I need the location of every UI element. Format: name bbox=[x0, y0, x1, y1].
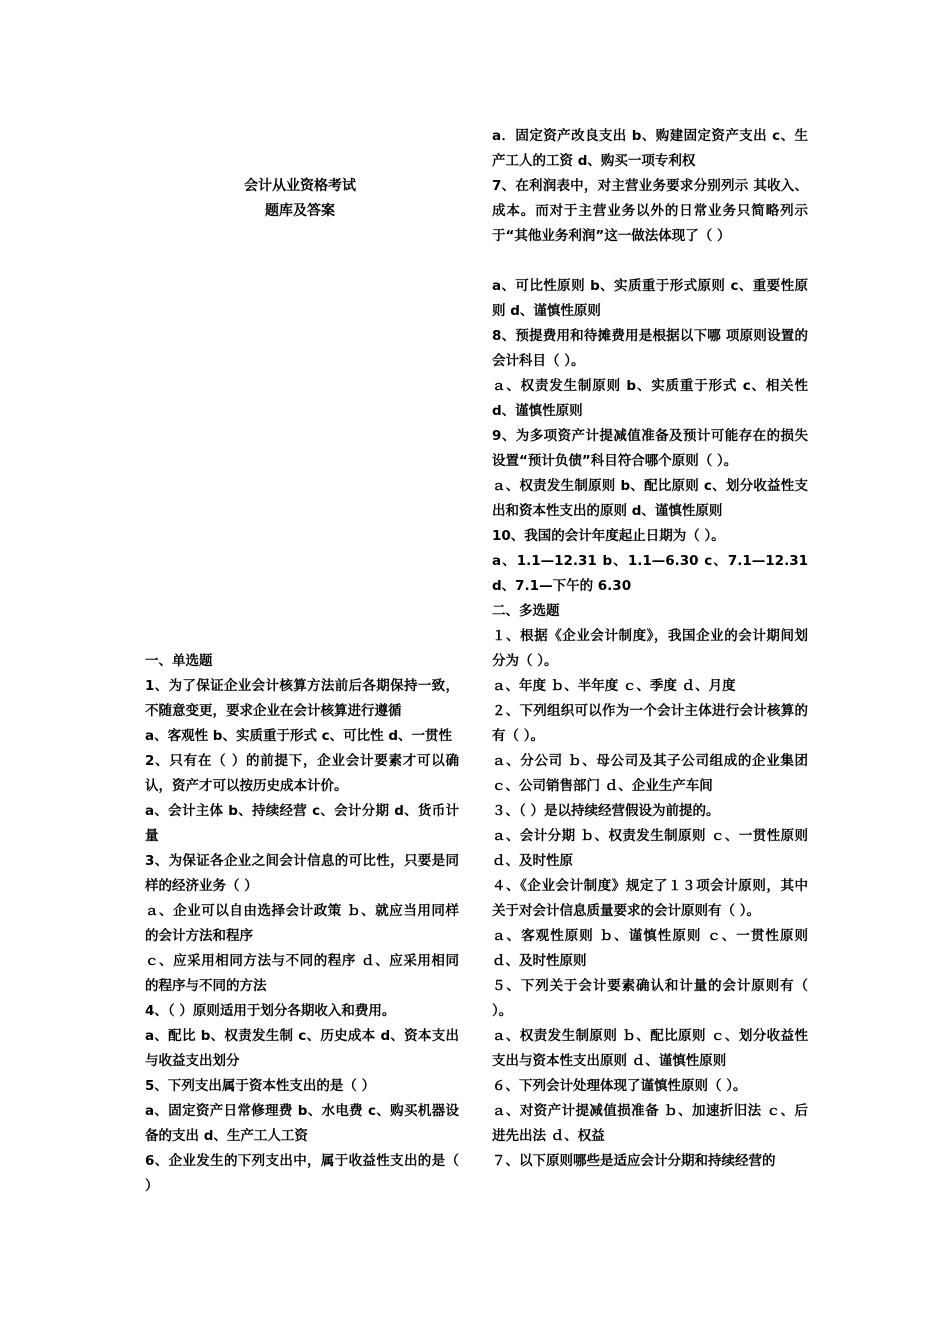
section-heading-multiple-choice: 二、多选题 bbox=[492, 603, 560, 619]
question-7: 7、在利润表中，对主营业务要求分别列示 其收入、成本。而对于主营业务以外的日常业务只简略列示于“其他业务利润”这一做法体现了（ ） bbox=[492, 178, 808, 244]
question-4: 4、（ ）原则适用于划分各期收入和费用。 bbox=[145, 1003, 396, 1019]
mc-question-5: ５、下列关于会计要素确认和计量的会计原则有（ ）。 bbox=[492, 978, 808, 1019]
right-column bbox=[492, 124, 808, 1174]
mc-question-2-options: ａ、分公司 ｂ、母公司及其子公司组成的企业集团 ｃ、公司销售部门 ｄ、企业生产车间 bbox=[492, 753, 808, 794]
question-10-options: a、1.1—12.31 b、1.1—6.30 c、7.1—12.31 d、7.1—下午的 6.30 bbox=[492, 553, 808, 594]
mc-question-4: ４、《企业会计制度》规定了１３项会计原则，其中关于对会计信息质量要求的会计原则有（ ）。 bbox=[492, 878, 808, 919]
mc-question-6: ６、下列会计处理体现了谨慎性原则（ ）。 bbox=[492, 1078, 747, 1094]
mc-question-3: ３、（ ）是以持续经营假设为前提的。 bbox=[492, 803, 720, 819]
question-2-options: a、会计主体 b、持续经营 c、会计分期 d、货币计量 bbox=[145, 803, 459, 844]
mc-question-7: ７、以下原则哪些是适应会计分期和持续经营的 bbox=[492, 1153, 776, 1169]
mc-question-2: ２、下列组织可以作为一个会计主体进行会计核算的有（ ）。 bbox=[492, 703, 808, 744]
mc-question-3-options: ａ、会计分期 ｂ、权责发生制原则 ｃ、一贯性原则 ｄ、及时性原 bbox=[492, 828, 808, 869]
blank-line bbox=[492, 249, 808, 274]
mc-question-5-options: ａ、权责发生制原则 ｂ、配比原则 ｃ、划分收益性支出与资本性支出原则 ｄ、谨慎性原则 bbox=[492, 1028, 808, 1069]
question-3-options-ab: ａ、企业可以自由选择会计政策 ｂ、就应当用同样的会计方法和程序 bbox=[145, 903, 459, 944]
document-title: 会计从业资格考试 bbox=[244, 178, 356, 194]
question-7-options: a、可比性原则 b、实质重于形式原则 c、重要性原则 d、谨慎性原则 bbox=[492, 278, 808, 319]
question-1: 1、为了保证企业会计核算方法前后各期保持一致，不随意变更，要求企业在会计核算进行遵循 bbox=[145, 678, 459, 719]
mc-question-1-options: ａ、年度 ｂ、半年度 ｃ、季度 ｄ、月度 bbox=[492, 678, 736, 694]
mc-question-1: １、根据《企业会计制度》，我国企业的会计期间划分为（ ）。 bbox=[492, 628, 808, 669]
question-9: 9、为多项资产计提减值准备及预计可能存在的损失设置“预计负债”科目符合哪个原则（ ）。 bbox=[492, 428, 808, 469]
document-header bbox=[150, 174, 450, 224]
section-heading-single-choice: 一、单选题 bbox=[145, 653, 213, 669]
question-3-options-cd: ｃ、应采用相同方法与不同的程序 ｄ、应采用相同的程序与不同的方法 bbox=[145, 953, 459, 994]
question-6-options: a．固定资产改良支出 b、购建固定资产支出 c、生产工人的工资 d、购买一项专利权 bbox=[492, 128, 808, 169]
question-8: 8、预提费用和待摊费用是根据以下哪 项原则设置的会计科目（ ）。 bbox=[492, 328, 808, 369]
question-6: 6、企业发生的下列支出中，属于收益性支出的是（ ） bbox=[145, 1153, 459, 1194]
mc-question-6-options: ａ、对资产计提减值损准备 ｂ、加速折旧法 ｃ、后进先出法 ｄ、权益 bbox=[492, 1103, 808, 1144]
question-4-options: a、配比 b、权责发生制 c、历史成本 d、资本支出与收益支出划分 bbox=[145, 1028, 459, 1069]
document-subtitle: 题库及答案 bbox=[265, 203, 335, 219]
question-10: 10、我国的会计年度起止日期为（ ）。 bbox=[492, 528, 725, 544]
question-3: 3、为保证各企业之间会计信息的可比性，只要是同样的经济业务（ ） bbox=[145, 853, 459, 894]
question-1-options: a、客观性 b、实质重于形式 c、可比性 d、一贯性 bbox=[145, 728, 453, 744]
question-8-options: ａ、权责发生制原则 b、实质重于形式 c、相关性 d、谨慎性原则 bbox=[492, 378, 808, 419]
question-9-options: ａ、权责发生制原则 b、配比原则 c、划分收益性支出和资本性支出的原则 d、谨慎性原则 bbox=[492, 478, 808, 519]
left-column bbox=[145, 649, 459, 1199]
mc-question-4-options: ａ、客观性原则 ｂ、谨慎性原则 ｃ、一贯性原则 ｄ、及时性原则 bbox=[492, 928, 808, 969]
question-5-options: a、固定资产日常修理费 b、水电费 c、购买机器设备的支出 d、生产工人工资 bbox=[145, 1103, 459, 1144]
question-2: 2、只有在（ ）的前提下，企业会计要素才可以确认，资产才可以按历史成本计价。 bbox=[145, 753, 459, 794]
question-5: 5、下列支出属于资本性支出的是（ ） bbox=[145, 1078, 376, 1094]
